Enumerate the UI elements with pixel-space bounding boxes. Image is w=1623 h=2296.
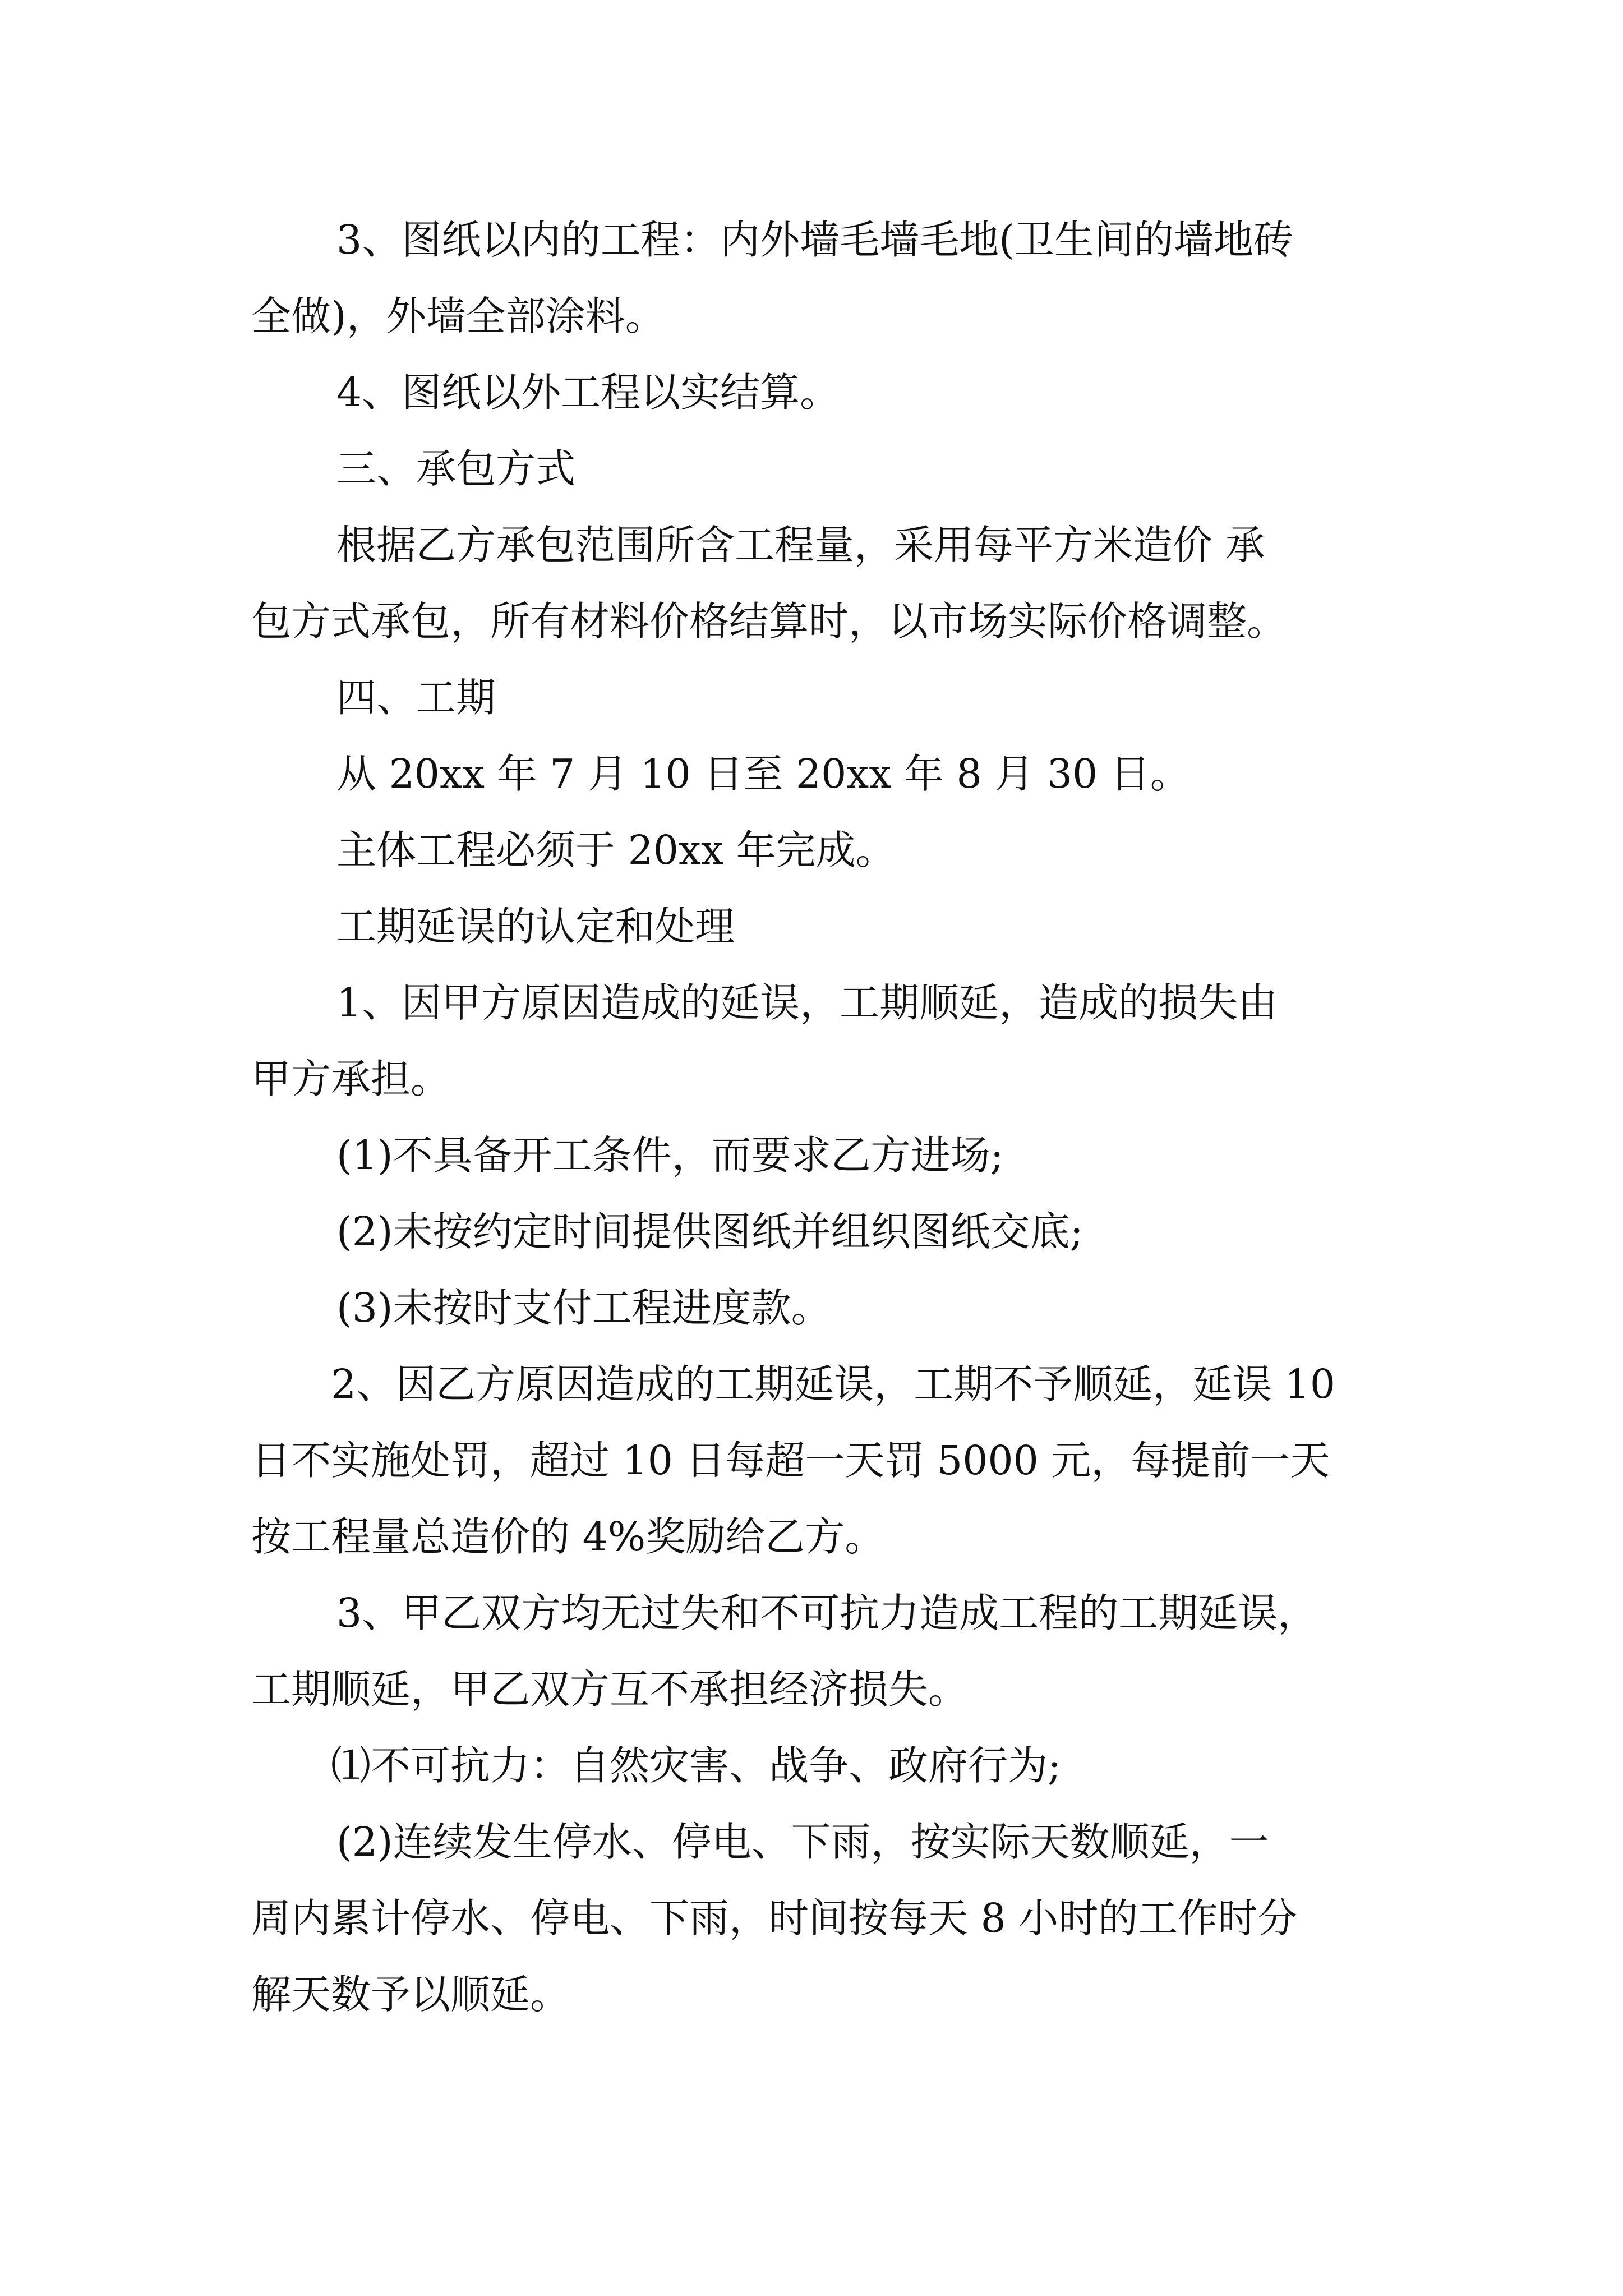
text-line: 2、因乙方原因造成的工期延误，工期不予顺延，延误 10 [331, 1361, 1336, 1407]
text-line: 工期延误的认定和处理 [336, 903, 735, 950]
text-line: 按工程量总造价的 4%奖励给乙方。 [251, 1513, 885, 1560]
text-line: 甲方承担。 [251, 1056, 451, 1102]
text-line: 3、图纸以内的工程：内外墙毛墙毛地(卫生间的墙地砖 [336, 217, 1293, 263]
text-line: 包方式承包，所有材料价格结算时，以市场实际价格调整。 [251, 598, 1287, 645]
text-line: 四、工期 [336, 674, 496, 721]
text-line: (3)未按时支付工程进度款。 [336, 1285, 831, 1331]
text-line: 3、甲乙双方均无过失和不可抗力造成工程的工期延误， [336, 1590, 1318, 1636]
text-line: 全做)，外墙全部涂料。 [251, 293, 665, 339]
text-line: ⑴不可抗力：自然灾害、战争、政府行为; [331, 1742, 1061, 1789]
text-line: (2)连续发生停水、停电、下雨，按实际天数顺延，一 [336, 1819, 1269, 1865]
text-line: 周内累计停水、停电、下雨，时间按每天 8 小时的工作时分 [251, 1895, 1298, 1941]
text-line: 解天数予以顺延。 [251, 1971, 570, 2018]
text-line: 工期顺延，甲乙双方互不承担经济损失。 [251, 1666, 969, 1713]
text-line: 1、因甲方原因造成的延误，工期顺延，造成的损失由 [336, 979, 1278, 1026]
text-line: 从 20xx 年 7 月 10 日至 20xx 年 8 月 30 日。 [336, 751, 1190, 797]
text-line: 主体工程必须于 20xx 年完成。 [336, 827, 896, 873]
text-line: (1)不具备开工条件，而要求乙方进场; [336, 1132, 1004, 1179]
text-line: 4、图纸以外工程以实结算。 [336, 369, 840, 416]
text-line: 日不实施处罚，超过 10 日每超一天罚 5000 元，每提前一天 [251, 1437, 1330, 1484]
text-line: (2)未按约定时间提供图纸并组织图纸交底; [336, 1208, 1083, 1255]
text-line: 根据乙方承包范围所含工程量，采用每平方米造价 承 [336, 522, 1265, 568]
text-line: 三、承包方式 [336, 445, 576, 492]
